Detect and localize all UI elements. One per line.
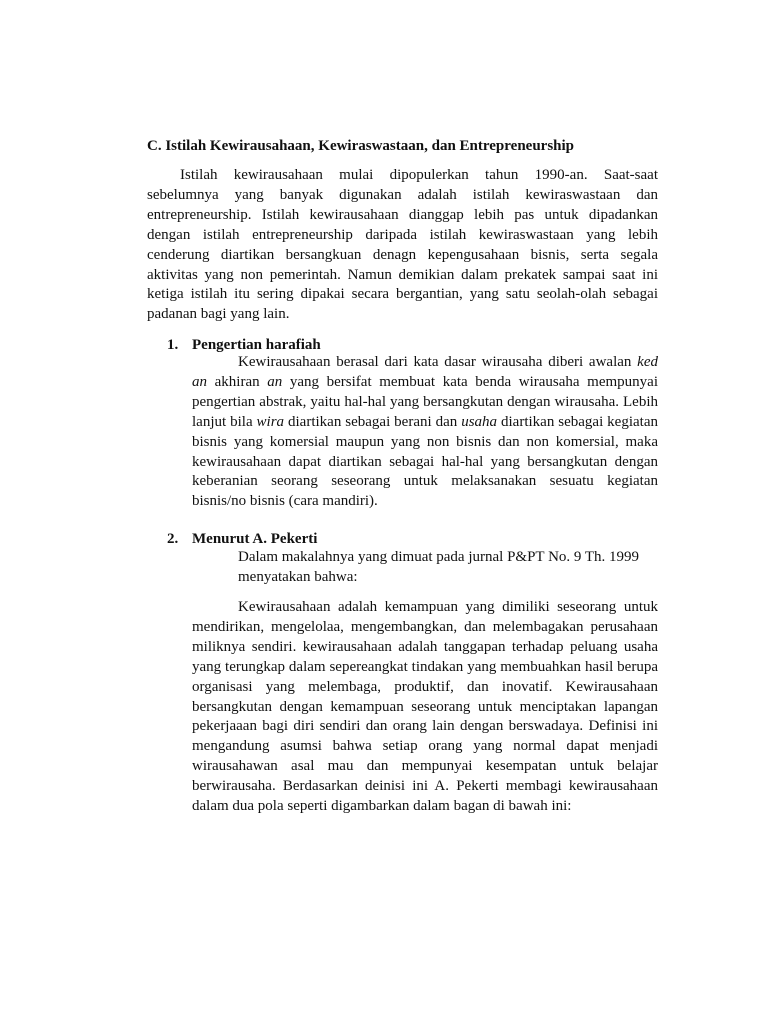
item-1-text-part: akhiran — [207, 373, 268, 390]
intro-paragraph: Istilah kewirausahaan mulai dipopulerkan tahun 1990-an. Saat-saat sebelumnya yang banyak digunakan adalah istilah kewiraswastaan dan entrepreneurship. Istilah kewirausahaan dianggap lebih pas untuk dipadankan dengan istilah entrepreneurship daripada istilah kewiraswastaan yang lebih cenderung diartikan bersangkuan denagn kepengusahaan bisnis, serta segala aktivitas yang non pemerintah. Namun demikian dalam prekatek sampai saat ini ketiga istilah itu sering dipakai secara bergantian, yang satu seolah-olah sebagai padanan bagi yang lain. — [147, 167, 658, 323]
item-1-text-part: diartikan sebagai kegiatan bisnis yang komersial maupun yang non bisnis dan non komersial, maka kewirausahaan dapat diartikan sebagai hal-hal yang bersangkutan dengan keberanian seorang seseorang untuk melaksanakan sesuatu kegiatan bisnis/no bisnis (cara mandiri). — [192, 413, 658, 510]
item-1-italic-term: an — [267, 373, 283, 390]
item-1-title-text: Pengertian harafiah — [192, 337, 321, 353]
item-1-italic-term: usaha — [461, 413, 498, 430]
item-2-title-text: Menurut A. Pekerti — [192, 531, 318, 547]
item-1-number: 1. — [167, 337, 179, 353]
item-1-italic-term: ked an — [192, 354, 658, 390]
section-heading: C. Istilah Kewirausahaan, Kewiraswastaan, dan Entrepreneurship — [147, 138, 575, 154]
item-2-title — [167, 529, 317, 549]
item-2-quote: Kewirausahaan adalah kemampuan yang dimiliki seseorang untuk mendirikan, mengelolaa, mengembangkan, dan melembagakan perusahaan miliknya sendiri. kewirausahaan adalah tanggapan terhadap peluang usaha yang terungkap dalam sepereangkat tindakan yang membuahkan hasil berupa organisasi yang melembaga, produktif, dan inovatif. Kewirausahaan bersangkutan dengan kemampuan seseorang untuk menciptakan lapangan pekerjaaan bagi diri sendiri dan orang lain dengan berswadaya. Definisi ini mengandung asumsi bahwa setiap orang yang normal dapat menjadi wirausahawan asal mau dan mempunyai kesempatan untuk belajar berwirausaha. Berdasarkan deinisi ini A. Pekerti membagi kewirausahaan dalam dua pola seperti digambarkan dalam bagan di bawah ini: — [192, 599, 658, 815]
item-1-italic-term: wira — [256, 413, 285, 430]
item-1-paragraph — [192, 353, 658, 512]
item-1-text-part: Kewirausahaan berasal dari kata dasar wirausaha diberi awalan — [238, 354, 638, 370]
item-2-number: 2. — [167, 531, 179, 547]
item-1-title — [167, 335, 321, 355]
item-2-lead: Dalam makalahnya yang dimuat pada jurnal P&PT No. 9 Th. 1999 menyatakan bahwa: — [238, 549, 640, 585]
item-1-text-part: diartikan sebagai berani dan — [284, 413, 462, 430]
item-1-text-part: yang bersifat membuat kata benda wirausaha mempunyai pengertian abstrak, yaitu hal-hal yang bersangkutan dengan wirausaha. Lebih lanjut bila — [192, 373, 658, 430]
